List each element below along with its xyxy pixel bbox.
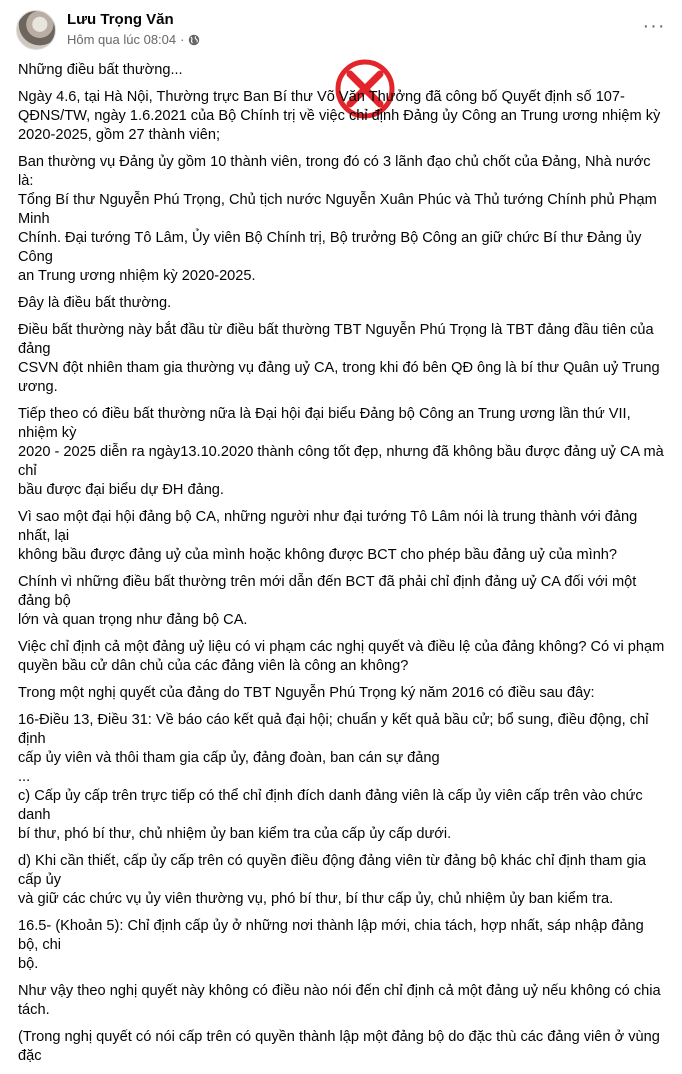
author-name[interactable]: Lưu Trọng Văn — [67, 11, 174, 28]
post-paragraph: Tiếp theo có điều bất thường nữa là Đại hội đại biểu Đảng bộ Công an Trung ương lần thứ VII, nhiệm kỳ 2020 - 2025 diễn ra ngày13.10.2020 thành công tốt đẹp, nhưng đã không bầu được đảng uỷ CA mà chỉ bầu được đại biểu dự ĐH đảng. — [18, 406, 664, 498]
post-paragraph: Chính vì những điều bất thường trên mới dẫn đến BCT đã phải chỉ định đảng uỷ CA đối với một đảng bộ lớn và quan trọng như đảng bộ CA. — [18, 574, 637, 628]
post-paragraph: 16.5- (Khoản 5): Chỉ định cấp ủy ở những nơi thành lập mới, chia tách, hợp nhất, sáp nhập đảng bộ, chi bộ. — [18, 918, 644, 972]
post-body — [18, 61, 668, 1074]
post-header — [0, 0, 682, 56]
post-meta — [67, 32, 200, 47]
post-paragraph: Trong một nghị quyết của đảng do TBT Nguyễn Phú Trọng ký năm 2016 có điều sau đây: — [18, 685, 595, 701]
avatar[interactable] — [16, 10, 56, 50]
post-paragraph: Như vậy theo nghị quyết này không có điều nào nói đến chỉ định cả một đảng uỷ nếu không có chia tách. — [18, 983, 661, 1018]
post-paragraph: 16-Điều 13, Điều 31: Về báo cáo kết quả đại hội; chuẩn y kết quả bầu cử; bổ sung, điều động, chỉ định cấp ủy viên và thôi tham gia cấp ủy, đảng đoàn, ban cán sự đảng ... c) Cấp ủy cấp trên trực tiếp có thể chỉ định đích danh đảng viên là cấp ủy viên cấp trên vào chức danh bí thư, phó bí thư, chủ nhiệm ủy ban kiểm tra của cấp ủy cấp dưới. — [18, 712, 649, 842]
post-paragraph: Ban thường vụ Đảng ủy gồm 10 thành viên, trong đó có 3 lãnh đạo chủ chốt của Đảng, Nhà nước là: Tổng Bí thư Nguyễn Phú Trọng, Chủ tịch nước Nguyễn Xuân Phúc và Thủ tướng Chính phủ Phạm Minh Chính. Đại tướng Tô Lâm, Ủy viên Bộ Chính trị, Bộ trưởng Bộ Công an giữ chức Bí thư Đảng ủy Công an Trung ương nhiệm kỳ 2020-2025. — [18, 154, 657, 284]
post-paragraph: Việc chỉ định cả một đảng uỷ liệu có vi phạm các nghị quyết và điều lệ của đảng không? Có vi phạm quyền bầu cử dân chủ của các đảng viên là công an không? — [18, 639, 665, 674]
post-paragraph: (Trong nghị quyết có nói cấp trên có quyền thành lập một đảng bộ do đặc thù các đảng viên ở vùng đặc — [18, 1029, 660, 1064]
post-paragraph: Vì sao một đại hội đảng bộ CA, những người như đại tướng Tô Lâm nói là trung thành với đảng nhất, lại không bầu được đảng uỷ của mình hoặc không được BCT cho phép bầu đảng uỷ của mình? — [18, 509, 638, 563]
post-paragraph: Ngày 4.6, tại Hà Nội, Thường trực Ban Bí thư Võ Văn Thưởng đã công bố Quyết định số 107- QĐNS/TW, ngày 1.6.2021 của Bộ Chính trị về việc chỉ định Đảng ủy Công an Trung ương nhiệm kỳ 2020-2025, gồm 27 thành viên; — [18, 89, 661, 143]
post-paragraph: Những điều bất thường... — [18, 62, 183, 78]
post-paragraph: d) Khi cần thiết, cấp ủy cấp trên có quyền điều động đảng viên từ đảng bộ khác chỉ định tham gia cấp ủy và giữ các chức vụ ủy viên thường vụ, phó bí thư, bí thư cấp ủy, chủ nhiệm ủy ban kiểm tra. — [18, 853, 646, 907]
meta-separator: · — [180, 32, 185, 47]
post-paragraph: Điều bất thường này bắt đầu từ điều bất thường TBT Nguyễn Phú Trọng là TBT đảng đầu tiên của đảng CSVN đột nhiên tham gia thường vụ đảng uỷ CA, trong khi đó bên QĐ ông là bí thư Quân uỷ Trung ương. — [18, 322, 660, 395]
globe-icon[interactable] — [188, 34, 200, 46]
post-timestamp[interactable]: Hôm qua lúc 08:04 — [67, 32, 177, 47]
more-options-icon[interactable]: ··· — [642, 15, 666, 37]
post-paragraph: Đây là điều bất thường. — [18, 295, 172, 311]
